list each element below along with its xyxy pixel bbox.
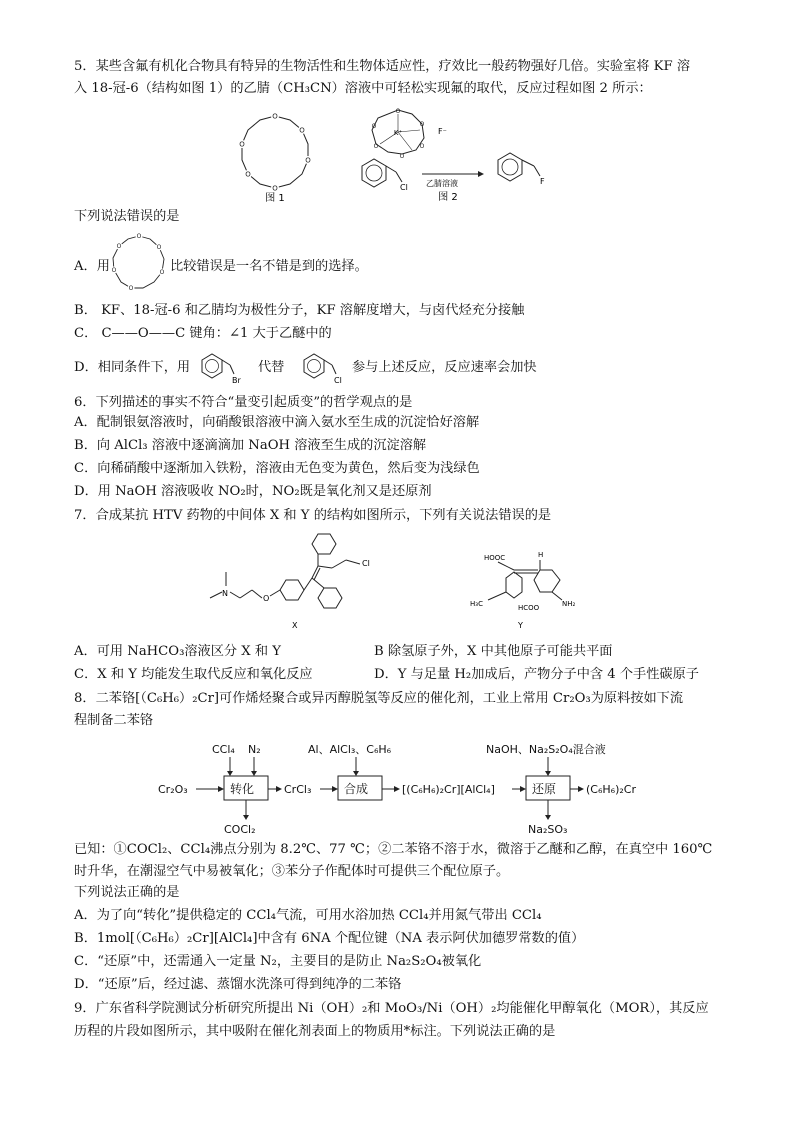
flow-end: (C₆H₆)₂Cr: [586, 783, 636, 796]
q6-option-a: A．配制银氨溶液时，向硝酸银溶液中滴入氨水至生成的沉淀恰好溶解: [74, 415, 480, 430]
o-atom: O: [299, 126, 305, 135]
q5-option-b: B． KF、18-冠-6 和乙腈均为极性分子，KF 溶解度增大，与卤代烃充分接触: [74, 303, 525, 318]
q8-prompt: 下列说法正确的是: [74, 885, 180, 900]
cl-atom: Cl: [362, 559, 370, 568]
figure-2-caption: 图 2: [438, 192, 458, 203]
benzyl-bromide-image: [196, 350, 248, 386]
q5-stem-line1: 5．某些含氟有机化合物具有特异的生物活性和生物体适应性，疗效比一般药物强好几倍。实验室将 KF 溶: [74, 59, 691, 74]
label-y: Y: [518, 621, 523, 630]
y-nh2: NH₂: [562, 600, 576, 608]
q5-stem-line2: 入 18-冠-6（结构如图 1）的乙腈（CH₃CN）溶液中可轻松实现氟的取代，反应过程如图 2 所示：: [74, 81, 652, 96]
q7-option-a: A．可用 NaHCO₃溶液区分 X 和 Y: [74, 644, 281, 659]
q8-stem-line2: 程制备二苯铬: [74, 713, 154, 728]
label-x: X: [292, 621, 298, 630]
structure-y: [466, 548, 596, 638]
q5-option-c: C． C——O——C 键角：∠1 大于乙醚中的: [74, 326, 332, 341]
q7-option-b: B 除氢原子外，X 中其他原子可能共平面: [374, 644, 613, 659]
q8-known-line1: 已知：①COCl₂、CCl₄沸点分别为 8.2℃、77 ℃；②二苯铬不溶于水，微溶于乙醚和乙醇，在真空中 160℃: [74, 842, 713, 857]
figure-2-reaction: [350, 104, 560, 204]
o-atom: O: [128, 285, 134, 292]
crown-ether-inline-image: [108, 230, 170, 294]
q5-option-d-mid: 代替: [258, 360, 285, 375]
o-atom: O: [371, 123, 377, 130]
cl-atom: Cl: [400, 183, 408, 192]
q6-option-c: C．向稀硝酸中逐渐加入铁粉，溶液由无色变为黄色，然后变为浅绿色: [74, 461, 480, 476]
structure-x: [200, 528, 400, 636]
y-hooc: HOOC: [484, 554, 506, 562]
o-atom: O: [419, 143, 425, 150]
o-atom: O: [239, 140, 245, 149]
n-atom: N: [222, 589, 228, 598]
q7-stem: 7．合成某抗 HTV 药物的中间体 X 和 Y 的结构如图所示，下列有关说法错误的是: [74, 508, 552, 523]
figure-1-caption: 图 1: [265, 193, 285, 204]
q6-option-d: D．用 NaOH 溶液吸收 NO₂时，NO₂既是氧化剂又是还原剂: [74, 484, 432, 499]
o-atom: O: [156, 244, 162, 251]
q5-prompt: 下列说法错误的是: [74, 209, 180, 224]
o-atom: O: [373, 143, 379, 150]
q8-option-c: C．“还原”中，还需通入一定量 N₂，主要目的是防止 Na₂S₂O₄被氧化: [74, 954, 482, 969]
figure-18-crown-6: [232, 108, 318, 204]
q5-option-a-prefix: A．用: [74, 259, 110, 274]
q8-known-line2: 时升华，在潮湿空气中易被氧化；③苯分子作配体时可提供三个配位原子。: [74, 864, 510, 879]
flow-box3-label: 还原: [532, 782, 557, 796]
o-atom: O: [111, 267, 117, 274]
q8-option-d: D．“还原”后，经过滤、蒸馏水洗涤可得到纯净的二苯铬: [74, 977, 402, 992]
cl-atom: Cl: [334, 376, 342, 385]
q5-option-a-suffix: 比较错误是一名不错是到的选择。: [170, 259, 368, 274]
flow-in3: NaOH、Na₂S₂O₄混合液: [486, 743, 606, 756]
br-atom: Br: [232, 376, 241, 385]
o-atom: O: [272, 184, 278, 193]
o-atom: O: [272, 112, 278, 121]
o-atom: O: [245, 170, 251, 179]
q6-stem: 6．下列描述的事实不符合“量变引起质变”的哲学观点的是: [74, 395, 413, 410]
f-atom: F: [540, 177, 545, 186]
q9-stem-line1: 9．广东省科学院测试分析研究所提出 Ni（OH）₂和 MoO₃/Ni（OH）₂均能催化甲醇氧化（MOR），其反应: [74, 1001, 709, 1016]
q7-option-c: C．X 和 Y 均能发生取代反应和氧化反应: [74, 667, 313, 682]
flow-box2-label: 合成: [344, 782, 369, 796]
q8-option-a: A．为了向“转化”提供稳定的 CCl₄气流，可用水浴加热 CCl₄并用氮气带出 CCl₄: [74, 908, 542, 923]
q5-option-d-prefix: D．相同条件下，用: [74, 360, 191, 375]
y-ch3: H₃C: [470, 600, 483, 608]
flow-start: Cr₂O₃: [158, 783, 188, 796]
o-atom: O: [399, 153, 405, 160]
flow-out3: Na₂SO₃: [528, 823, 568, 835]
y-h: H: [538, 551, 544, 559]
flow-mid2: [(C₆H₆)₂Cr][AlCl₄]: [402, 783, 495, 796]
o-atom: O: [159, 269, 165, 276]
flow-in1b: N₂: [248, 743, 261, 756]
f-anion: F⁻: [438, 127, 447, 136]
y-hcoo: HCOO: [518, 604, 540, 612]
q8-flow-diagram: [150, 735, 710, 835]
q8-option-b: B．1mol[（C₆H₆）₂Cr][AlCl₄]中含有 6NA 个配位键（NA 表示阿伏加德罗常数的值）: [74, 931, 585, 946]
flow-in1a: CCl₄: [212, 743, 235, 756]
o-atom: O: [136, 233, 142, 240]
q5-option-d-suffix: 参与上述反应，反应速率会加快: [352, 360, 537, 375]
o-atom: O: [395, 108, 401, 115]
q7-option-d: D．Y 与足量 H₂加成后，产物分子中含 4 个手性碳原子: [374, 667, 699, 682]
o-atom: O: [305, 156, 311, 165]
o-atom: O: [116, 243, 122, 250]
q6-option-b: B．向 AlCl₃ 溶液中逐滴滴加 NaOH 溶液至生成的沉淀溶解: [74, 438, 427, 453]
flow-out1: COCl₂: [224, 823, 256, 835]
o-atom: O: [263, 594, 270, 603]
o-atom: O: [419, 121, 425, 128]
flow-box1-label: 转化: [230, 782, 255, 796]
q8-stem-line1: 8．二苯铬[（C₆H₆）₂Cr]可作烯烃聚合或异丙醇脱氢等反应的催化剂，工业上常用 Cr₂O₃为原料按如下流: [74, 691, 684, 706]
solvent-label: 乙腈溶液: [426, 179, 458, 188]
k-ion: K⁺: [393, 129, 403, 137]
benzyl-chloride-image: [298, 350, 350, 386]
flow-mid1: CrCl₃: [284, 783, 312, 796]
flow-in2: Al、AlCl₃、C₆H₆: [308, 743, 392, 756]
q9-stem-line2: 历程的片段如图所示，其中吸附在催化剂表面上的物质用*标注。下列说法正确的是: [74, 1024, 556, 1039]
